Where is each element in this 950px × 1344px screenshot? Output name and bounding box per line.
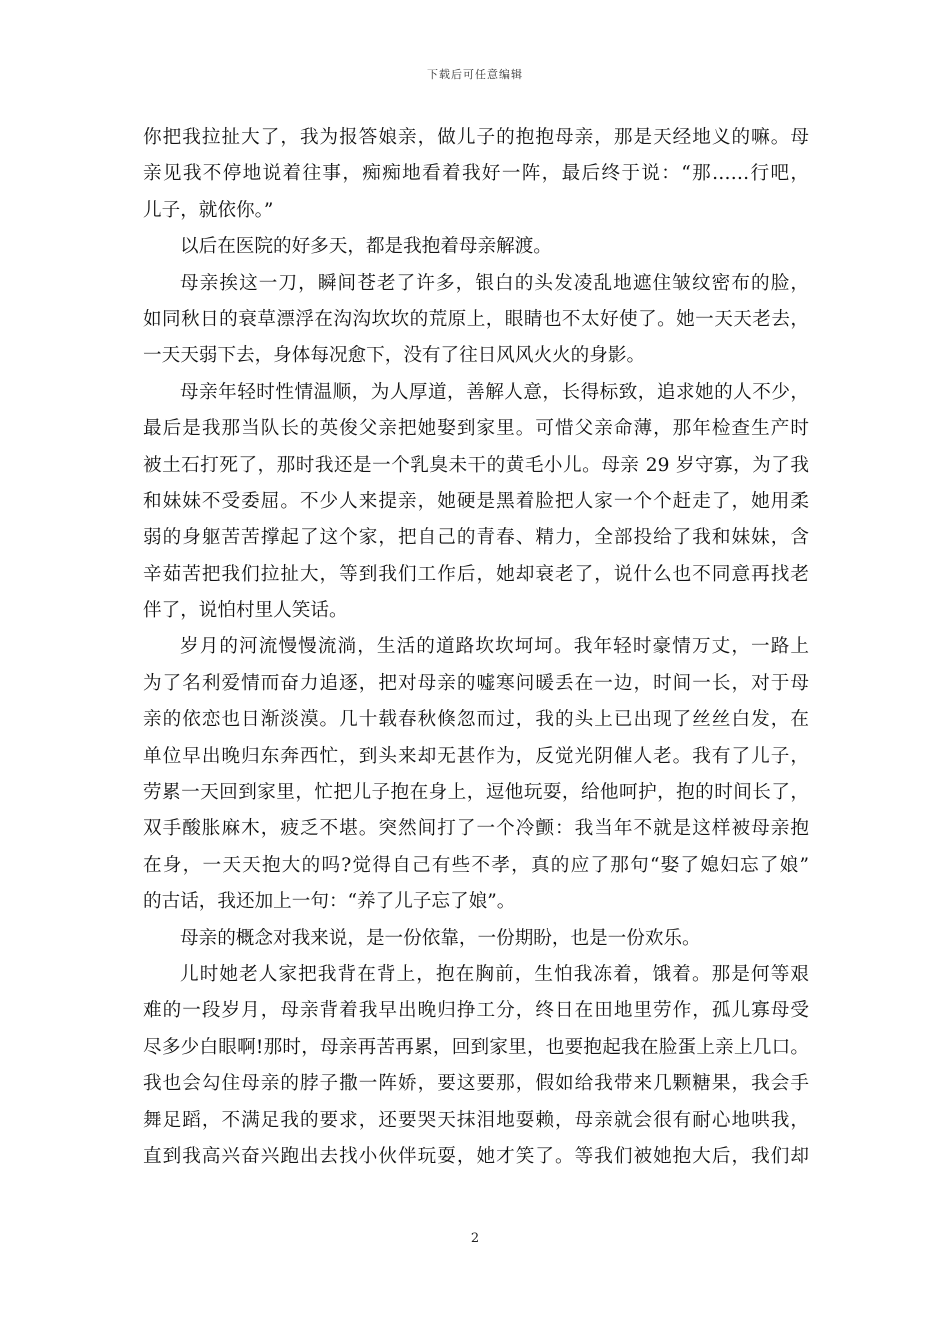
text-line: 弱的身躯苦苦撑起了这个家，把自己的青春、精力，全部投给了我和妹妹，含	[143, 527, 809, 549]
paragraph	[143, 120, 809, 229]
text-line: 为了名利爱情而奋力追逐，把对母亲的嘘寒问暖丢在一边，时间一长，对于母	[143, 672, 809, 694]
text-line: 尽多少白眼啊!那时，母亲再苦再累，回到家里，也要抱起我在脸蛋上亲上几口。	[143, 1036, 809, 1058]
paragraph	[143, 266, 809, 375]
text-line: 和妹妹不受委屈。不少人来提亲，她硬是黑着脸把人家一个个赶走了，她用柔	[143, 490, 809, 512]
text-line: 儿子，就依你。”	[143, 199, 274, 221]
text-line: 母亲挨这一刀，瞬间苍老了许多，银白的头发凌乱地遮住皱纹密布的脸，	[180, 272, 809, 294]
text-line: 母亲年轻时性情温顺，为人厚道，善解人意，长得标致，追求她的人不少，	[180, 381, 809, 403]
text-line: 伴了，说怕村里人笑话。	[143, 600, 348, 622]
text-line: 被土石打死了，那时我还是一个乳臭未干的黄毛小儿。母亲 29 岁守寡，为了我	[143, 454, 809, 476]
text-line: 母亲的概念对我来说，是一份依靠，一份期盼，也是一份欢乐。	[180, 927, 701, 949]
document-body	[143, 120, 809, 1175]
text-line: 舞足蹈，不满足我的要求，还要哭天抹泪地耍赖，母亲就会很有耐心地哄我，	[143, 1109, 809, 1131]
paragraph	[143, 629, 809, 920]
page-header: 下载后可任意编辑	[427, 68, 523, 81]
text-line: 如同秋日的衰草漂浮在沟沟坎坎的荒原上，眼睛也不太好使了。她一天天老去，	[143, 308, 809, 330]
paragraph	[143, 921, 809, 957]
text-line: 在身，一天天抱大的吗?觉得自己有些不孝，真的应了那句“娶了媳妇忘了娘”	[143, 854, 809, 876]
text-line: 的古话，我还加上一句：“养了儿子忘了娘”。	[143, 891, 516, 913]
text-line: 劳累一天回到家里，忙把儿子抱在身上，逗他玩耍，给他呵护，抱的时间长了，	[143, 782, 809, 804]
text-line: 直到我高兴奋兴跑出去找小伙伴玩耍，她才笑了。等我们被她抱大后，我们却	[143, 1145, 809, 1167]
text-line: 我也会勾住母亲的脖子撒一阵娇，要这要那，假如给我带来几颗糖果，我会手	[143, 1073, 809, 1095]
text-line: 最后是我那当队长的英俊父亲把她娶到家里。可惜父亲命薄，那年检查生产时	[143, 418, 809, 440]
paragraph	[143, 375, 809, 630]
text-line: 一天天弱下去，身体每况愈下，没有了往日风风火火的身影。	[143, 345, 646, 367]
text-line: 你把我拉扯大了，我为报答娘亲，做儿子的抱抱母亲，那是天经地义的嘛。母	[143, 127, 809, 148]
text-line: 双手酸胀麻木，疲乏不堪。突然间打了一个冷颤：我当年不就是这样被母亲抱	[143, 818, 809, 840]
text-line: 单位早出晚归东奔西忙，到头来却无甚作为，反觉光阴催人老。我有了儿子，	[143, 745, 809, 767]
paragraph	[143, 957, 809, 1175]
text-line: 难的一段岁月，母亲背着我早出晚归挣工分，终日在田地里劳作，孤儿寡母受	[143, 1000, 809, 1022]
text-line: 辛茹苦把我们拉扯大，等到我们工作后，她却衰老了，说什么也不同意再找老	[143, 563, 809, 585]
paragraph	[143, 229, 809, 265]
text-line: 亲见我不停地说着往事，痴痴地看着我好一阵，最后终于说：“那……行吧，	[143, 163, 809, 185]
page-number: 2	[470, 1231, 480, 1246]
text-line: 儿时她老人家把我背在背上，抱在胸前，生怕我冻着，饿着。那是何等艰	[180, 963, 809, 985]
text-line: 以后在医院的好多天，都是我抱着母亲解渡。	[180, 236, 552, 258]
text-line: 亲的依恋也日渐淡漠。几十载春秋倏忽而过，我的头上已出现了丝丝白发，在	[143, 709, 809, 731]
text-line: 岁月的河流慢慢流淌，生活的道路坎坎坷坷。我年轻时豪情万丈，一路上	[180, 636, 809, 658]
